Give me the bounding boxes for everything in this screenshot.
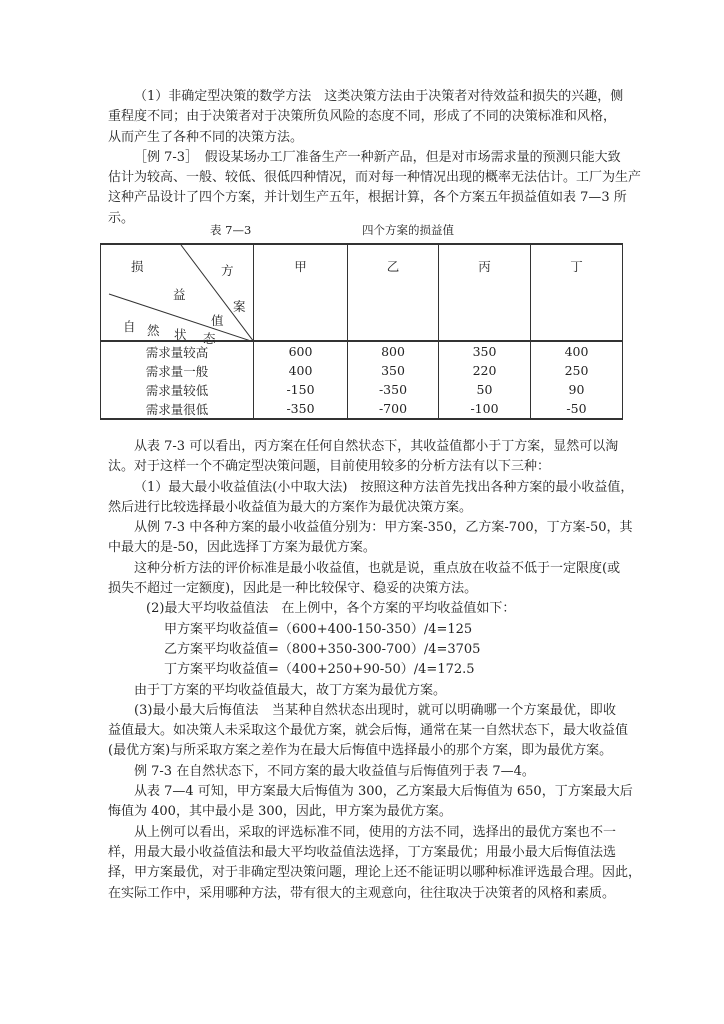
diagonal-header-cell (101, 244, 254, 346)
table-row (101, 399, 623, 419)
paragraph (108, 437, 619, 478)
corner-label: 然 (147, 323, 160, 338)
paragraph (108, 148, 642, 229)
text-line: （1）非确定型决策的数学方法 这类决策方法由于决策者对待效益和损失的兴趣，侧 (134, 89, 624, 104)
corner-label: 方 (221, 263, 234, 278)
section-analysis (108, 437, 642, 904)
table-header-row (101, 244, 623, 341)
paragraph (108, 782, 633, 823)
text-line: (3)最小最大后悔值法 当某种自然状态出现时，就可以明确哪一个方案最优，即收 (134, 702, 616, 718)
column-header: 乙 (348, 244, 439, 341)
row-label: 需求量较低 (101, 380, 254, 399)
text-line: (最优方案)与所采取方案之差作为在最大后悔值中选择最小的那个方案，即为最优方案。 (108, 743, 613, 759)
text-line: 汰。对于这样一个不确定型决策问题，目前使用较多的分析方法有以下三种： (108, 459, 551, 475)
table-row (101, 361, 623, 380)
text-line: 从表 7-3 可以看出，丙方案在任何自然状态下，其收益值都小于丁方案，显然可以淘 (134, 439, 619, 454)
text-line: 样，用最大最小收益值法和最大平均收益值法选择，丁方案最优；用最小最大后悔值法选 (108, 844, 616, 860)
cell: -350 (348, 380, 439, 399)
table-row (101, 380, 623, 399)
corner-label: 态 (203, 331, 216, 346)
paragraph (108, 559, 621, 600)
text-line: 从例 7-3 中各种方案的最小收益值分别为：甲方案-350，乙方案-700，丁方案-50，其 (134, 520, 633, 536)
paragraph (108, 640, 616, 660)
row-label: 需求量一般 (101, 361, 254, 380)
paragraph (108, 599, 616, 619)
column-header: 甲 (254, 244, 348, 341)
paragraph (108, 620, 616, 640)
paragraph (108, 823, 642, 904)
cell: 400 (531, 341, 623, 361)
payoff-table (100, 243, 623, 420)
text-line: 中最大的是-50，因此选择丁方案为最优方案。 (108, 540, 376, 556)
text-line: 丁方案平均收益值=（400+250+90-50）/4=172.5 (164, 662, 475, 678)
corner-label: 案 (233, 299, 246, 314)
column-header: 丙 (439, 244, 531, 341)
text-line: (2)最大平均收益值法 在上例中，各个方案的平均收益值如下： (146, 601, 516, 617)
paragraph (108, 660, 616, 680)
text-line: 然后进行比较选择最小收益值为最大的方案作为最优决策方案。 (108, 499, 473, 515)
cell: 400 (254, 361, 348, 380)
paragraph (108, 87, 624, 148)
text-line: 从而产生了各种不同的决策方法。 (108, 129, 304, 145)
paragraph (108, 762, 616, 782)
row-label: 需求量很低 (101, 399, 254, 419)
cell: 220 (439, 361, 531, 380)
text-line: 损失不超过一定额度)，因此是一种比较保守、稳妥的决策方法。 (108, 581, 478, 597)
text-line: 从表 7—4 可知，甲方案最大后悔值为 300，乙方案最大后悔值为 650，丁方案最大后 (134, 784, 633, 800)
text-line: 悔值为 400，其中最小是 300，因此，甲方案为最优方案。 (108, 804, 452, 820)
text-line: 益值最大。如决策人未采取这个最优方案，就会后悔，通常在某一自然状态下，最大收益值 (108, 723, 629, 739)
column-header: 丁 (531, 244, 623, 341)
text-line: 由于丁方案的平均收益值最大，故丁方案为最优方案。 (134, 682, 447, 698)
text-line: 例 7-3 在自然状态下，不同方案的最大收益值与后悔值列于表 7—4。 (134, 763, 535, 779)
text-line: ［例 7-3］ 假设某场办工厂准备生产一种新产品，但是对市场需求量的预测只能大致 (134, 149, 621, 165)
cell: -700 (348, 399, 439, 419)
cell: -100 (439, 399, 531, 419)
paragraph (108, 518, 633, 559)
section-intro (108, 87, 642, 229)
text-line: 择，甲方案最优，对于非确定型决策问题，理论上还不能证明以哪种标准评选最合理。因此， (108, 865, 642, 881)
corner-label: 损 (131, 259, 144, 274)
text-line: 这种产品设计了四个方案，并计划生产五年，根据计算，各个方案五年损益值如表 7—3 所 (108, 190, 627, 206)
table-title: 四个方案的损益值 (362, 223, 454, 237)
text-line: 从上例可以看出，采取的评选标准不同，使用的方法不同，选择出的最优方案也不一 (134, 824, 616, 840)
text-line: 在实际工作中，采用哪种方法，带有很大的主观意向，往往取决于决策者的风格和素质。 (108, 885, 616, 901)
text-line: （1）最大最小收益值法(小中取大法) 按照这种方法首先找出各种方案的最小收益值， (134, 479, 634, 495)
corner-label: 益 (173, 287, 186, 302)
cell: 350 (348, 361, 439, 380)
cell: 800 (348, 341, 439, 361)
corner-label: 自 (123, 319, 136, 334)
corner-label: 状 (174, 327, 187, 342)
text-line: 重程度不同；由于决策者对于决策所负风险的态度不同，形成了不同的决策标准和风格， (108, 109, 616, 125)
table-row (101, 341, 623, 361)
cell: 350 (439, 341, 531, 361)
paragraph (108, 701, 629, 762)
cell: -350 (254, 399, 348, 419)
text-line: 甲方案平均收益值=（600+400-150-350）/4=125 (164, 621, 473, 637)
row-label: 需求量较高 (101, 341, 254, 361)
text-line: 乙方案平均收益值=（800+350-300-700）/4=3705 (164, 641, 481, 657)
paragraph (108, 681, 616, 701)
cell: -50 (531, 399, 623, 419)
cell: 50 (439, 380, 531, 399)
table-number: 表 7—3 (210, 223, 252, 237)
cell: 250 (531, 361, 623, 380)
corner-label: 值 (211, 313, 224, 328)
text-line: 示。 (108, 210, 135, 226)
text-line: 这种分析方法的评价标准是最小收益值，也就是说，重点放在收益不低于一定限度(或 (134, 560, 621, 576)
paragraph (108, 478, 634, 519)
text-line: 估计为较高、一般、较低、很低四种情况，而对每一种情况出现的概率无法估计。工厂为生产 (108, 170, 642, 186)
cell: 600 (254, 341, 348, 361)
cell: 90 (531, 380, 623, 399)
cell: -150 (254, 380, 348, 399)
